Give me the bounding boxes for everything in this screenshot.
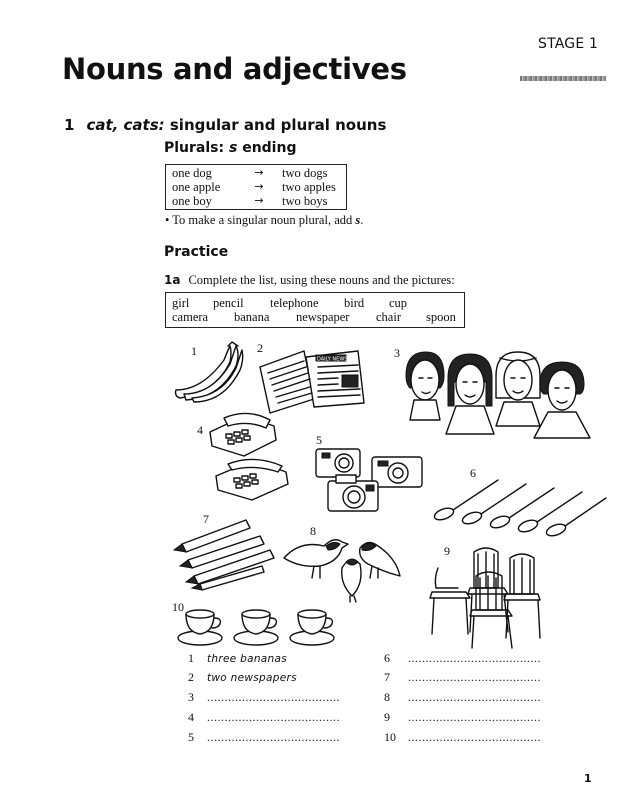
word-item: pencil (213, 296, 244, 310)
plural-cell: two dogs (282, 166, 328, 180)
picture-number: 5 (316, 433, 322, 447)
rule-text: • To make a singular noun plural, add (165, 213, 356, 227)
plural-table-box (165, 164, 347, 210)
answer-blank[interactable]: ...................................... (207, 690, 340, 704)
birds-illustration (280, 528, 404, 604)
picture-number: 4 (197, 423, 203, 437)
word-item: newspaper (296, 310, 350, 324)
answer-number: 9 (384, 710, 390, 724)
arrow-icon: → (254, 194, 264, 207)
rule-end: . (360, 213, 364, 227)
newspapers-illustration (258, 347, 368, 415)
exercise-text: Complete the list, using these nouns and the pictures: (188, 273, 455, 287)
answer-blank[interactable]: ...................................... (408, 710, 541, 724)
word-item: spoon (426, 310, 456, 324)
newspaper-header: DAILY NEWS (317, 356, 348, 363)
chairs-illustration (428, 548, 544, 648)
table-row (172, 194, 336, 208)
subheading-italic: s (228, 140, 238, 156)
answer-number: 7 (384, 670, 390, 684)
singular-cell: one boy (172, 194, 212, 208)
singular-cell: one dog (172, 166, 212, 180)
bananas-illustration (172, 340, 244, 402)
answer-example: two newspapers (207, 672, 297, 684)
cups-illustration (176, 608, 340, 648)
arrow-icon: → (254, 180, 264, 193)
answer-blank[interactable]: ...................................... (408, 670, 541, 684)
section-heading-rest: singular and plural nouns (164, 116, 387, 134)
exercise-instruction (164, 273, 455, 288)
word-item: camera (172, 310, 209, 324)
section-heading-italic: cat, cats: (86, 116, 165, 134)
answer-number: 10 (384, 730, 396, 744)
word-item: cup (389, 296, 408, 310)
pencils-illustration (172, 518, 282, 592)
answer-blank[interactable]: ...................................... (207, 730, 340, 744)
answer-blank[interactable]: ...................................... (408, 651, 541, 665)
picture-number: 9 (444, 544, 450, 558)
word-item: chair (376, 310, 401, 324)
picture-number: 3 (394, 346, 400, 360)
picture-number: 2 (257, 341, 263, 355)
rule-bold: s (355, 213, 361, 227)
subheading (164, 140, 296, 156)
stage-label: STAGE 1 (538, 36, 599, 52)
answer-number: 1 (188, 651, 194, 665)
page-number: 1 (584, 772, 592, 785)
word-item: telephone (270, 296, 319, 310)
answer-blank[interactable]: ...................................... (408, 690, 541, 704)
rule-note (165, 213, 363, 228)
picture-number: 10 (172, 600, 184, 614)
word-item: banana (234, 310, 270, 324)
plural-table (172, 166, 336, 208)
word-item: girl (172, 296, 190, 310)
spoons-illustration (432, 474, 612, 544)
answer-number: 4 (188, 710, 194, 724)
telephones-illustration (204, 410, 294, 500)
answer-number: 8 (384, 690, 390, 704)
answer-blank[interactable]: ...................................... (207, 710, 340, 724)
word-box (165, 292, 465, 328)
subheading-rest: ending (237, 140, 297, 156)
picture-number: 8 (310, 524, 316, 538)
picture-number: 7 (203, 512, 209, 526)
picture-number: 6 (470, 466, 476, 480)
arrow-icon: → (254, 166, 264, 179)
subheading-label: Plurals: (164, 140, 229, 156)
table-row (172, 166, 336, 180)
section-number: 1 (64, 116, 75, 134)
decorative-rule (520, 76, 606, 81)
plural-cell: two boys (282, 194, 328, 208)
section-heading (64, 116, 386, 134)
word-item: bird (344, 296, 365, 310)
plural-cell: two apples (282, 180, 336, 194)
girls-illustration (400, 348, 600, 440)
answer-number: 6 (384, 651, 390, 665)
exercise-number: 1a (164, 273, 181, 287)
answer-number: 5 (188, 730, 194, 744)
singular-cell: one apple (172, 180, 221, 194)
practice-heading: Practice (164, 244, 229, 260)
picture-number: 1 (191, 344, 197, 358)
page-title: Nouns and adjectives (62, 52, 407, 86)
answer-number: 3 (188, 690, 194, 704)
cameras-illustration (314, 445, 428, 515)
answer-number: 2 (188, 670, 194, 684)
answer-example: three bananas (207, 653, 287, 665)
table-row (172, 180, 336, 194)
answer-blank[interactable]: ...................................... (408, 730, 541, 744)
